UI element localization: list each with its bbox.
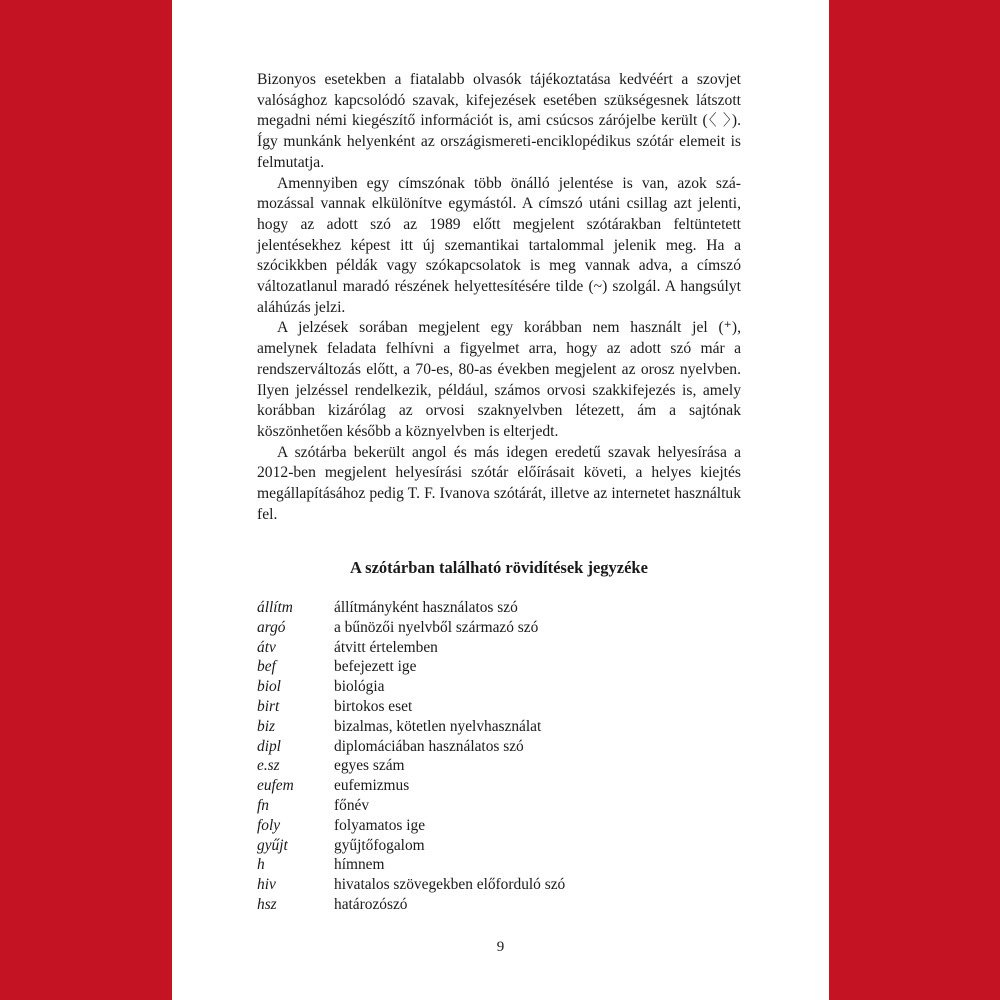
abbreviation-term: argó bbox=[257, 618, 286, 636]
abbreviation-term: dipl bbox=[257, 737, 281, 755]
section-title: A szótárban található rövidítések jegyzéke bbox=[350, 558, 648, 577]
abbreviation-row bbox=[257, 677, 741, 697]
abbreviation-row bbox=[257, 737, 741, 757]
abbreviation-definition: hivatalos szövegekben előforduló szó bbox=[334, 876, 566, 894]
abbreviation-row bbox=[257, 836, 741, 856]
abbreviation-row bbox=[257, 638, 741, 658]
abbreviation-row bbox=[257, 816, 741, 836]
abbreviation-row bbox=[257, 875, 741, 895]
abbreviation-row bbox=[257, 756, 741, 776]
paragraph-2: Amennyiben egy címszónak több önálló jelentése is van, azok számozással vannak elkülönítve egymástól. A címszó utáni csillag azt jelenti, hogy az adott szó az 1989 előtt megjelent szótárakban feltüntetett jelentésekhez képest itt új szemantikai tartalommal jelenik meg. Ha a szócikkben példák vagy szókapcsolatok is meg vannak adva, a címszó változatlanul maradó részének helyettesítésére tilde (~) szolgál. A hangsúlyt aláhúzás jelzi. bbox=[257, 174, 741, 316]
abbreviation-row bbox=[257, 697, 741, 717]
abbreviation-term: fn bbox=[257, 796, 269, 814]
abbreviation-definition: eufemizmus bbox=[334, 777, 410, 795]
abbreviation-definition: átvitt értelemben bbox=[334, 638, 438, 656]
abbreviation-definition: bizalmas, kötetlen nyelvhasználat bbox=[334, 717, 542, 735]
abbreviation-row bbox=[257, 618, 741, 638]
paragraph-3: A jelzések sorában megjelent egy korábban nem használt jel (⁺), amelynek feladata felhívni a figyelmet arra, hogy az adott szó már a rendszerváltozás előtt, a 70-es, 80-as években megjelent az orosz nyelvben. Ilyen jelzéssel rendelkezik, például, számos orvosi szakkifejezés is, amely korábban kizárólag az orvosi szaknyelvben létezett, ám a sajtónak köszönhetően később a köznyelvben is elterjedt. bbox=[257, 319, 741, 440]
abbreviation-definition: a bűnözői nyelvből származó szó bbox=[334, 618, 539, 636]
abbreviation-definition: befejezett ige bbox=[334, 658, 417, 676]
paragraph-4: A szótárba bekerült angol és más idegen eredetű szavak helyesírása a 2012-ben megjelent helyesírási szótár előírásait követi, a helyes kiejtés megállapításához pedig T. F. Ivanova szótárát, illetve az internetet használtuk fel. bbox=[257, 443, 741, 523]
abbreviation-row bbox=[257, 895, 741, 915]
abbreviation-row bbox=[257, 855, 741, 875]
abbreviation-definition: határozószó bbox=[334, 895, 408, 913]
book-page bbox=[172, 0, 829, 1000]
abbreviation-term: biol bbox=[257, 678, 281, 696]
abbreviation-term: eufem bbox=[257, 777, 294, 795]
abbreviation-term: foly bbox=[257, 816, 281, 834]
abbreviation-row bbox=[257, 717, 741, 737]
abbreviation-definition: diplomáciában használatos szó bbox=[334, 737, 524, 755]
abbreviation-row bbox=[257, 657, 741, 677]
abbreviation-definition: állítmányként használatos szó bbox=[334, 599, 518, 616]
abbreviation-definition: folyamatos ige bbox=[334, 816, 426, 834]
page-number: 9 bbox=[496, 939, 505, 955]
abbreviation-definition: hímnem bbox=[334, 856, 385, 874]
abbreviation-term: hiv bbox=[257, 876, 276, 894]
abbreviation-term: h bbox=[257, 856, 265, 874]
abbreviation-row bbox=[257, 598, 741, 618]
abbreviation-definition: főnév bbox=[334, 796, 370, 814]
abbreviation-term: biz bbox=[257, 717, 275, 735]
abbreviation-list bbox=[257, 598, 741, 915]
abbreviation-definition: biológia bbox=[334, 678, 385, 696]
abbreviation-definition: birtokos eset bbox=[334, 697, 413, 715]
abbreviation-term: bef bbox=[257, 658, 276, 676]
abbreviation-term: átv bbox=[257, 638, 276, 656]
abbreviation-term: e.sz bbox=[257, 757, 280, 775]
paragraph-1: Bizonyos esetekben a fiatalabb olvasók tájékoztatása kedvéért a szovjet valósághoz kapcsolódó szavak, kifejezések esetében szükségesnek látszott megadni némi kiegészítő információt is, ami csúcsos zárójelbe került (〈 〉). Így munkánk helyenként az országismereti-enciklopédikus szótár elemeit is felmutatja. bbox=[257, 71, 741, 171]
abbreviation-term: gyűjt bbox=[257, 836, 288, 854]
abbreviation-row bbox=[257, 796, 741, 816]
abbreviation-definition: gyűjtőfogalom bbox=[334, 836, 425, 854]
abbreviation-row bbox=[257, 776, 741, 796]
body-text bbox=[257, 70, 741, 525]
abbreviation-term: állítm bbox=[257, 599, 293, 616]
abbreviation-definition: egyes szám bbox=[334, 757, 405, 775]
abbreviation-term: birt bbox=[257, 697, 280, 715]
abbreviation-term: hsz bbox=[257, 895, 277, 913]
